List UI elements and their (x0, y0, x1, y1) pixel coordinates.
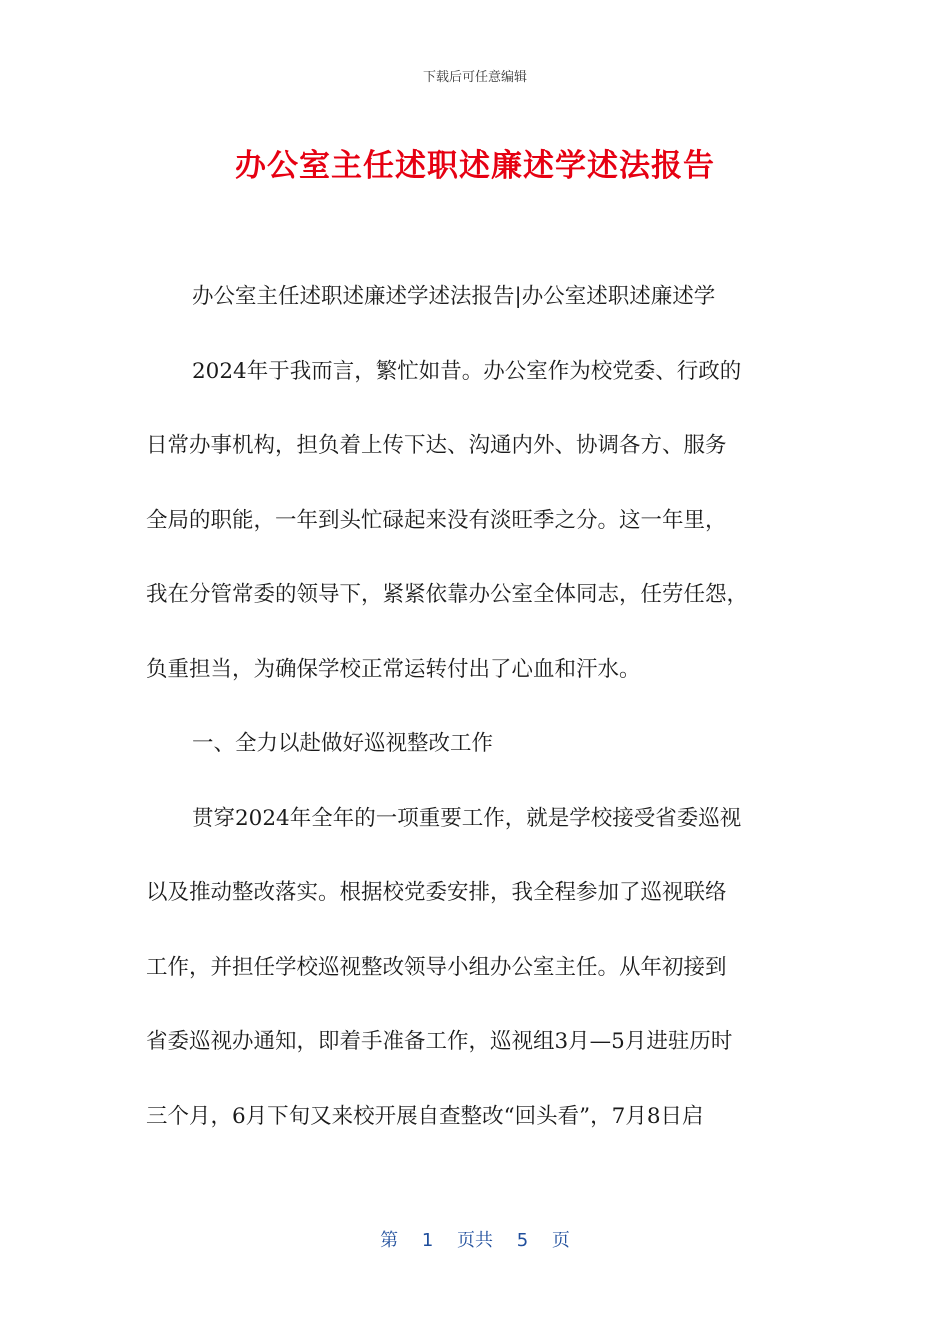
footer-suffix: 页 (551, 1230, 570, 1251)
footer-current-page: 1 (421, 1230, 434, 1251)
body-line: 一、全力以赴做好巡视整改工作 (192, 731, 494, 756)
body-line: 2024年于我而言，繁忙如昔。办公室作为校党委、行政的 (192, 358, 742, 384)
body-line: 负重担当，为确保学校正常运转付出了心血和汗水。 (146, 656, 641, 682)
page-footer (0, 1226, 950, 1252)
body-line: 全局的职能，一年到头忙碌起来没有淡旺季之分。这一年里， (146, 507, 727, 533)
body-line: 办公室主任述职述廉述学述法报告|办公室述职述廉述学 (192, 284, 716, 309)
body-line: 贯穿2024年全年的一项重要工作，就是学校接受省委巡视 (192, 805, 742, 831)
body-line: 日常办事机构，担负着上传下达、沟通内外、协调各方、服务 (146, 433, 727, 458)
footer-total-pages: 5 (516, 1230, 529, 1251)
body-line: 省委巡视办通知，即着手准备工作，巡视组3月—5月进驻历时 (146, 1029, 733, 1054)
footer-mid: 页共 (457, 1230, 493, 1251)
document-body (146, 260, 806, 1154)
body-line: 三个月，6月下旬又来校开展自查整改“回头看”，7月8日启 (146, 1103, 704, 1129)
body-line: 我在分管常委的领导下，紧紧依靠办公室全体同志，任劳任怨， (146, 582, 749, 607)
footer-prefix: 第 (380, 1230, 399, 1251)
body-line: 以及推动整改落实。根据校党委安排，我全程参加了巡视联络 (146, 880, 727, 905)
body-line: 工作，并担任学校巡视整改领导小组办公室主任。从年初接到 (146, 954, 727, 980)
header-note: 下载后可任意编辑 (422, 70, 527, 85)
document-title: 办公室主任述职述廉述学述法报告 (235, 148, 715, 184)
